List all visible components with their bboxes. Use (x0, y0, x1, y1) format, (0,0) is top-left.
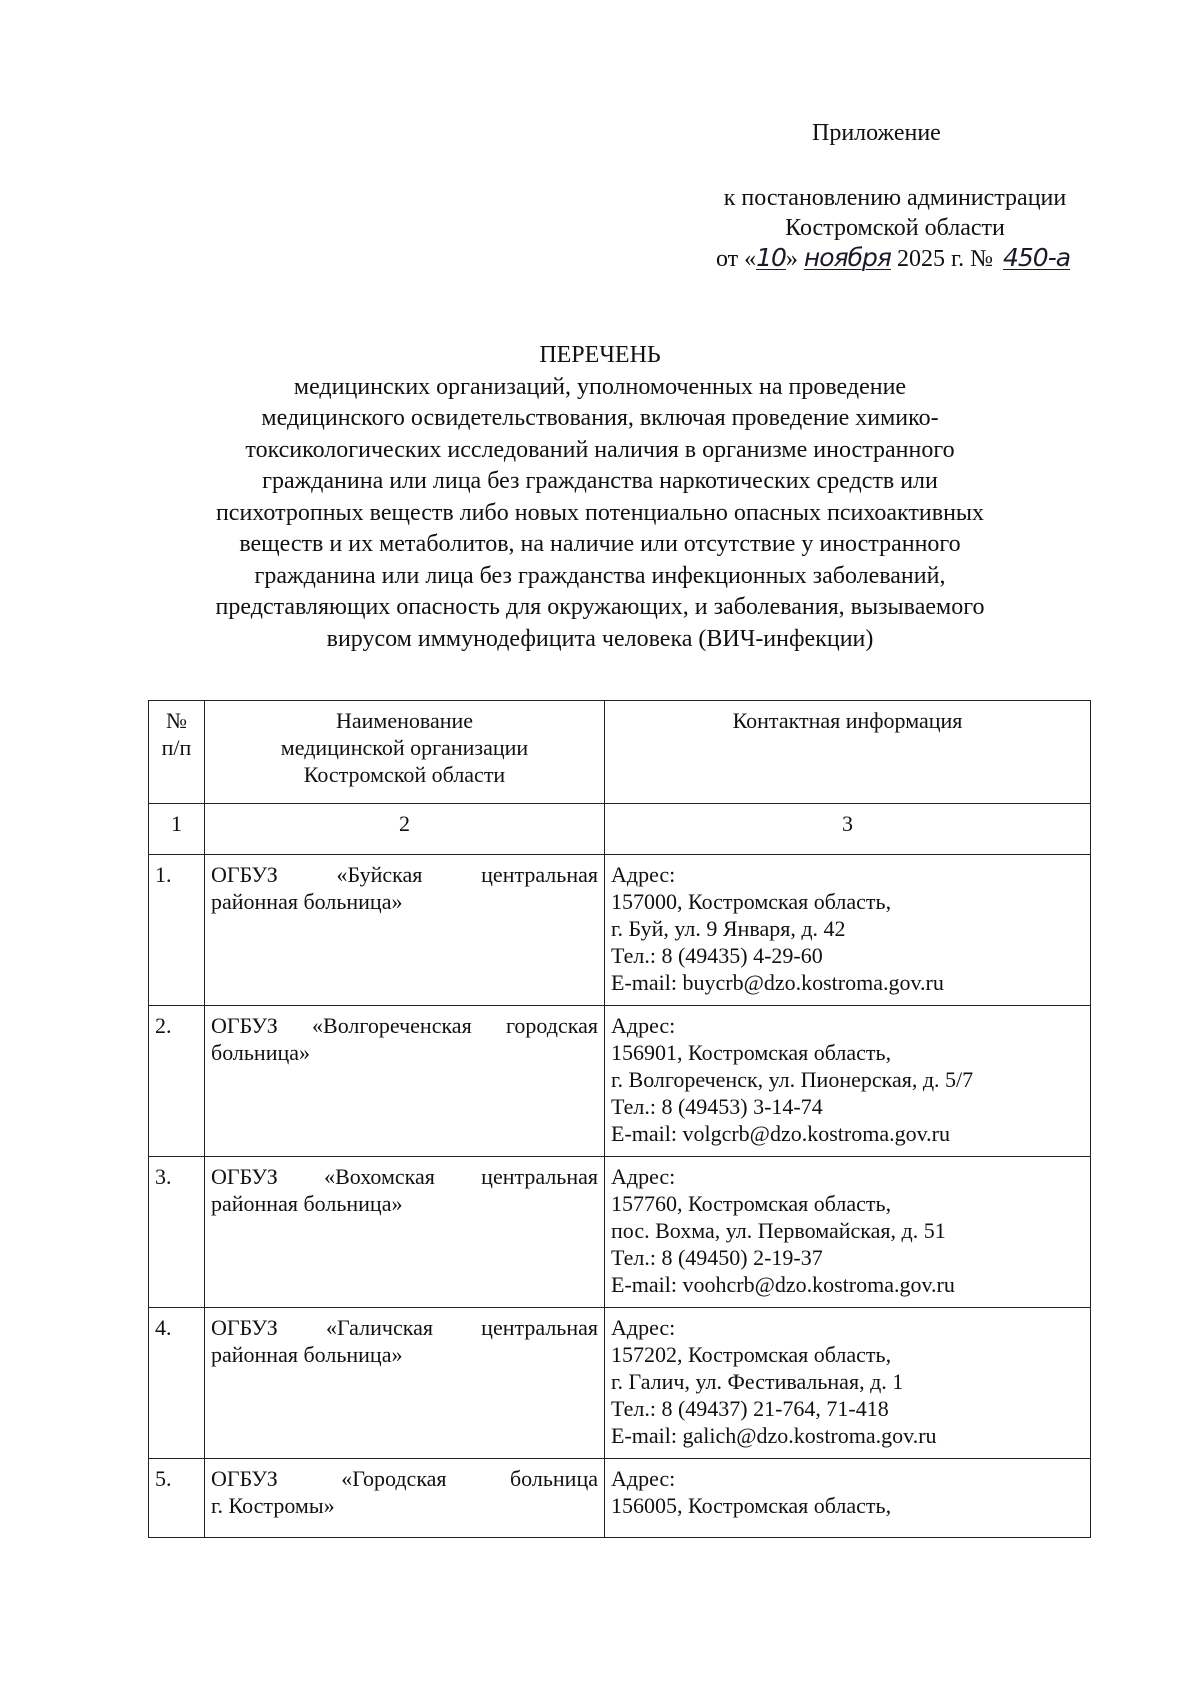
name-word: центральная (481, 1315, 598, 1340)
heading-line: веществ и их метаболитов, на наличие или отсутствие у иностранного (239, 531, 961, 557)
date-day-close: » (785, 246, 798, 272)
contact-line: Тел.: 8 (49435) 4-29-60 (611, 943, 823, 968)
header-name (205, 701, 605, 804)
contact-line: Адрес: (611, 862, 676, 887)
header-number (149, 701, 205, 804)
header-contact: Контактная информация (605, 701, 1091, 804)
name-word: «Буйская (336, 862, 423, 887)
organization-name-line: больница» (211, 1040, 310, 1065)
header-name-line: Наименование (335, 708, 474, 733)
contact-line: 156901, Костромская область, (611, 1040, 892, 1065)
organization-name-line (211, 861, 598, 888)
contact-line: Адрес: (611, 1164, 676, 1189)
heading-line: вирусом иммунодефицита человека (ВИЧ-инфекции) (326, 625, 874, 652)
name-word: «Галичская (326, 1315, 433, 1340)
contact-email: E-mail: volgcrb@dzo.kostroma.gov.ru (611, 1121, 950, 1146)
row-number: 5. (149, 1459, 205, 1538)
heading-line: медицинского освидетельствования, включая проведение химико- (261, 405, 939, 431)
column-numbers-row (149, 804, 1091, 855)
name-word: центральная (481, 862, 598, 887)
contact-line: Адрес: (611, 1315, 676, 1340)
contact-line: пос. Вохма, ул. Первомайская, д. 51 (611, 1218, 946, 1243)
table-row (149, 1157, 1091, 1308)
heading-line: токсикологических исследований наличия в организме иностранного (245, 436, 955, 463)
contact-line: Адрес: (611, 1013, 676, 1038)
row-number: 3. (149, 1157, 205, 1308)
handwritten-day: 10 (756, 243, 786, 272)
column-number: 1 (149, 804, 205, 855)
contact-email: E-mail: buycrb@dzo.kostroma.gov.ru (611, 970, 944, 995)
table-row (149, 1308, 1091, 1459)
handwritten-month: ноября (803, 243, 891, 272)
row-number: 2. (149, 1006, 205, 1157)
name-word: «Вохомская (324, 1164, 435, 1189)
organization-name (205, 1006, 605, 1157)
organization-name-line: районная больница» (211, 1191, 403, 1216)
name-word: городская (505, 1013, 598, 1038)
header-number-line: п/п (161, 735, 192, 760)
decree-reference (680, 183, 1110, 274)
organization-name-line: районная больница» (211, 1342, 403, 1367)
organization-name (205, 855, 605, 1006)
document-heading (150, 340, 1050, 655)
heading-line: психотропных веществ либо новых потенциально опасных психоактивных (215, 499, 985, 526)
column-number: 2 (205, 804, 605, 855)
contact-email: E-mail: galich@dzo.kostroma.gov.ru (611, 1423, 937, 1448)
heading-line: представляющих опасность для окружающих, и заболевания, вызываемого (215, 594, 985, 620)
contact-info (605, 1308, 1091, 1459)
table-row (149, 855, 1091, 1006)
document-title: ПЕРЕЧЕНЬ (539, 342, 661, 368)
contact-line: Тел.: 8 (49450) 2-19-37 (611, 1245, 823, 1270)
table-row (149, 1459, 1091, 1538)
decree-line-2: Костромской области (785, 215, 1005, 241)
contact-line: 157760, Костромская область, (611, 1191, 892, 1216)
heading-line: гражданина или лица без гражданства наркотических средств или (262, 468, 938, 494)
organization-name (205, 1308, 605, 1459)
contact-line: Тел.: 8 (49437) 21-764, 71-418 (611, 1396, 889, 1421)
contact-line: 157202, Костромская область, (611, 1342, 892, 1367)
contact-info (605, 1459, 1091, 1538)
contact-line: Тел.: 8 (49453) 3-14-74 (611, 1094, 823, 1119)
handwritten-number: 450-а (1002, 243, 1071, 272)
name-word: ОГБУЗ (211, 1164, 278, 1189)
organization-name-line (211, 1465, 598, 1492)
contact-line: 157000, Костромская область, (611, 889, 892, 914)
decree-date (680, 243, 1110, 274)
contact-info (605, 1006, 1091, 1157)
contact-line: г. Волгореченск, ул. Пионерская, д. 5/7 (611, 1067, 974, 1092)
header-number-line: № (166, 708, 187, 733)
row-number: 1. (149, 855, 205, 1006)
row-number: 4. (149, 1308, 205, 1459)
organization-name (205, 1459, 605, 1538)
date-year: 2025 г. № (896, 246, 993, 272)
header-name-line: медицинской организации (280, 735, 529, 760)
contact-info (605, 855, 1091, 1006)
organization-name (205, 1157, 605, 1308)
appendix-title: Приложение (812, 120, 941, 146)
heading-line: медицинских организаций, уполномоченных на проведение (293, 373, 907, 400)
contact-line: г. Буй, ул. 9 Января, д. 42 (611, 916, 846, 941)
contact-info (605, 1157, 1091, 1308)
organization-name-line (211, 1314, 598, 1341)
name-word: «Городская (341, 1466, 447, 1491)
table-row (149, 1006, 1091, 1157)
name-word: «Волгореченская (312, 1013, 472, 1038)
contact-email: E-mail: voohcrb@dzo.kostroma.gov.ru (611, 1272, 955, 1297)
organization-name-line: г. Костромы» (211, 1493, 335, 1518)
name-word: ОГБУЗ (211, 1466, 278, 1491)
table-header-row (149, 701, 1091, 804)
name-word: ОГБУЗ (211, 1315, 278, 1340)
name-word: ОГБУЗ (211, 862, 278, 887)
decree-line-1: к постановлению администрации (723, 185, 1067, 211)
name-word: центральная (481, 1164, 598, 1189)
name-word: больница (509, 1466, 598, 1491)
organization-name-line (211, 1163, 598, 1190)
name-word: ОГБУЗ (211, 1013, 278, 1038)
heading-line: гражданина или лица без гражданства инфекционных заболеваний, (254, 562, 946, 589)
header-name-line: Костромской области (303, 762, 506, 787)
contact-line: Адрес: (611, 1466, 676, 1491)
date-prefix: от « (715, 246, 757, 272)
organization-name-line: районная больница» (211, 889, 403, 914)
organizations-table (148, 700, 1091, 1538)
contact-line: 156005, Костромская область, (611, 1493, 892, 1518)
organization-name-line (211, 1012, 598, 1039)
column-number: 3 (605, 804, 1091, 855)
contact-line: г. Галич, ул. Фестивальная, д. 1 (611, 1369, 904, 1394)
